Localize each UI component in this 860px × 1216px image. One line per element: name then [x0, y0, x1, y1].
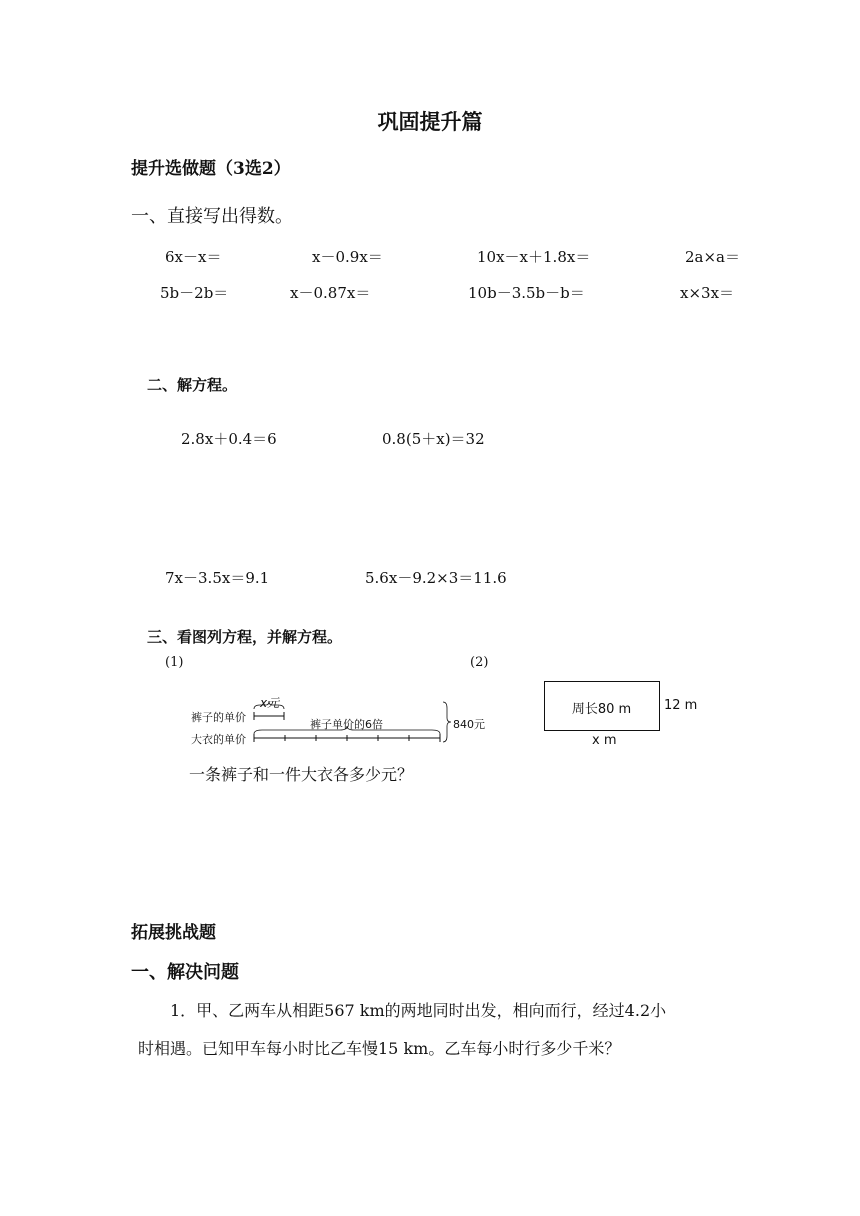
expression-3: 10x－x＋1.8x＝ [477, 248, 591, 266]
expression-6: x－0.87x＝ [290, 284, 371, 302]
total-brace [443, 702, 451, 742]
segment-diagram [180, 692, 500, 752]
equation-4: 5.6x－9.2×3＝11.6 [365, 569, 507, 587]
challenge-part1-heading: 一、解决问题 [131, 962, 239, 983]
expression-5: 5b－2b＝ [160, 284, 229, 302]
expression-1: 6x－x＝ [165, 248, 222, 266]
problem-1-line-2: 时相遇。已知甲车每小时比乙车慢15 km。乙车每小时行多少千米？ [138, 1039, 621, 1058]
label-total-840: 840元 [453, 718, 485, 731]
sub-question-1-label: (1) [165, 655, 184, 670]
question-1-text: 一条裤子和一件大衣各多少元？ [189, 765, 414, 784]
part2-heading: 二、解方程。 [147, 376, 238, 394]
part3-heading: 三、看图列方程，并解方程。 [147, 628, 343, 646]
page-title: 巩固提升篇 [377, 109, 483, 134]
label-coat-price: 大衣的单价 [191, 733, 246, 746]
section-heading-optional: 提升选做题（3选2） [131, 159, 291, 179]
sub-question-2-label: (2) [470, 655, 489, 670]
rectangle-diagram [544, 681, 660, 731]
label-pants-price: 裤子的单价 [191, 711, 246, 724]
problem-1-line-1: 1．甲、乙两车从相距567 km的两地同时出发，相向而行，经过4.2小 [170, 1001, 667, 1020]
expression-2: x－0.9x＝ [312, 248, 383, 266]
label-six-times: 裤子单价的6倍 [310, 718, 383, 731]
label-x-yuan: x元 [260, 696, 280, 710]
expression-8: x×3x＝ [680, 284, 735, 302]
equation-3: 7x－3.5x＝9.1 [165, 569, 270, 587]
label-rect-height: 12 m [664, 698, 698, 713]
equation-1: 2.8x＋0.4＝6 [181, 430, 277, 448]
section-heading-challenge: 拓展挑战题 [131, 923, 216, 943]
label-perimeter: 周长80 m [571, 702, 632, 717]
expression-7: 10b－3.5b－b＝ [468, 284, 585, 302]
part1-heading: 一、直接写出得数。 [131, 206, 293, 227]
label-rect-width: x m [592, 733, 617, 748]
equation-2: 0.8(5＋x)＝32 [382, 430, 485, 448]
expression-4: 2a×a＝ [685, 248, 740, 266]
